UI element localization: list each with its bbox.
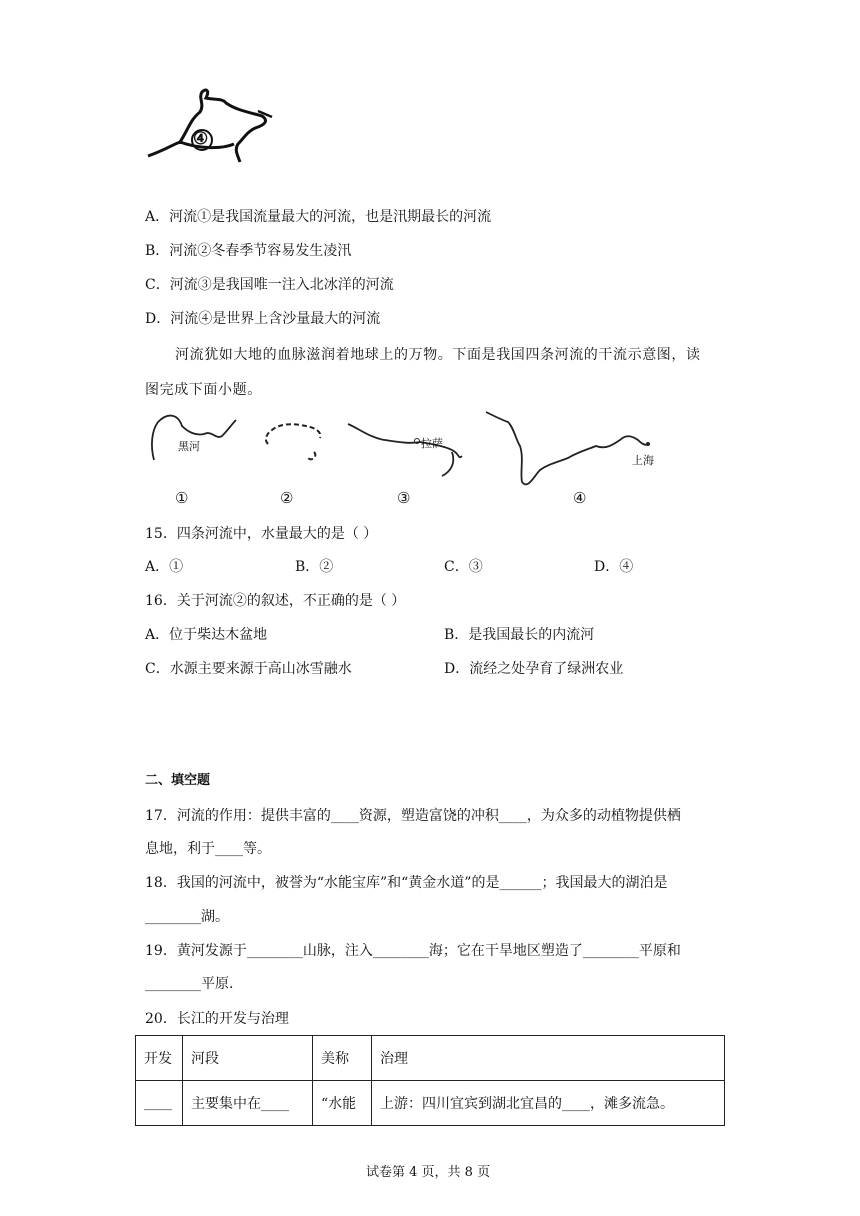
q15-option-a: A．①: [145, 559, 184, 575]
table-header-cell: 美称: [313, 1036, 372, 1081]
figure-4-number: ④: [193, 129, 209, 149]
q20-stem: 20．长江的开发与治理: [145, 1011, 289, 1027]
section-2-title: 二、填空题: [145, 773, 211, 788]
table-cell: 主要集中在____: [183, 1081, 313, 1126]
river-number-4: ④: [573, 489, 587, 507]
river-3-label-lasa: 拉萨: [421, 437, 443, 450]
q15-stem: 15．四条河流中，水量最大的是（ ）: [145, 526, 378, 542]
q15-option-c: C．③: [444, 559, 483, 575]
q14-option-b: B．河流②冬春季节容易发生凌汛: [145, 243, 352, 259]
table-cell: ____: [136, 1081, 183, 1126]
q15-option-d: D．④: [594, 559, 634, 575]
intro-line-1: 河流犹如大地的血脉滋润着地球上的万物。下面是我国四条河流的干流示意图，读: [175, 347, 701, 363]
river-number-3: ③: [397, 489, 411, 507]
table-header-cell: 开发: [136, 1036, 183, 1081]
q16-stem: 16．关于河流②的叙述，不正确的是（ ）: [145, 593, 406, 609]
q17-line-2: 息地，利于____等。: [145, 841, 271, 857]
q16-option-d: D．流经之处孕育了绿洲农业: [444, 661, 624, 677]
q14-option-c: C．河流③是我国唯一注入北冰洋的河流: [145, 277, 394, 293]
q14-option-a: A．河流①是我国流量最大的河流，也是汛期最长的河流: [145, 209, 492, 225]
table-row: [136, 1081, 725, 1126]
q17-line-1: 17．河流的作用：提供丰富的____资源，塑造富饶的冲积____，为众多的动植物提供栖: [145, 808, 681, 824]
river-1-label-heihe: 黑河: [178, 440, 200, 453]
q16-option-a: A．位于柴达木盆地: [145, 627, 268, 643]
q19-line-1: 19．黄河发源于________山脉，注入________海；它在干旱地区塑造了________平原和: [145, 943, 681, 959]
table-header-cell: 河段: [183, 1036, 313, 1081]
table-header-row: [136, 1036, 725, 1081]
q15-option-b: B．②: [295, 559, 334, 575]
table-cell: “水能: [313, 1081, 372, 1126]
table-cell: 上游：四川宜宾到湖北宜昌的____，滩多流急。: [372, 1081, 725, 1126]
q18-line-2: ________湖。: [145, 909, 229, 925]
q18-line-1: 18．我国的河流中，被誉为“水能宝库”和“黄金水道”的是______；我国最大的湖泊是: [145, 875, 668, 891]
river-4-map-svg: [0, 0, 860, 200]
q16-option-b: B．是我国最长的内流河: [444, 627, 595, 643]
q19-line-2: ________平原.: [145, 976, 234, 992]
q16-option-c: C．水源主要来源于高山冰雪融水: [145, 661, 352, 677]
table-header-cell: 治理: [372, 1036, 725, 1081]
intro-line-2: 图完成下面小题。: [145, 382, 262, 398]
river-maps-svg: [0, 400, 860, 520]
q14-option-d: D．河流④是世界上含沙量最大的河流: [145, 311, 381, 327]
river-4-label-shanghai: 上海: [632, 454, 654, 467]
river-number-1: ①: [175, 489, 189, 507]
q20-table: [135, 1035, 725, 1126]
page-footer: 试卷第 4 页，共 8 页: [366, 1165, 491, 1180]
river-number-2: ②: [280, 489, 294, 507]
